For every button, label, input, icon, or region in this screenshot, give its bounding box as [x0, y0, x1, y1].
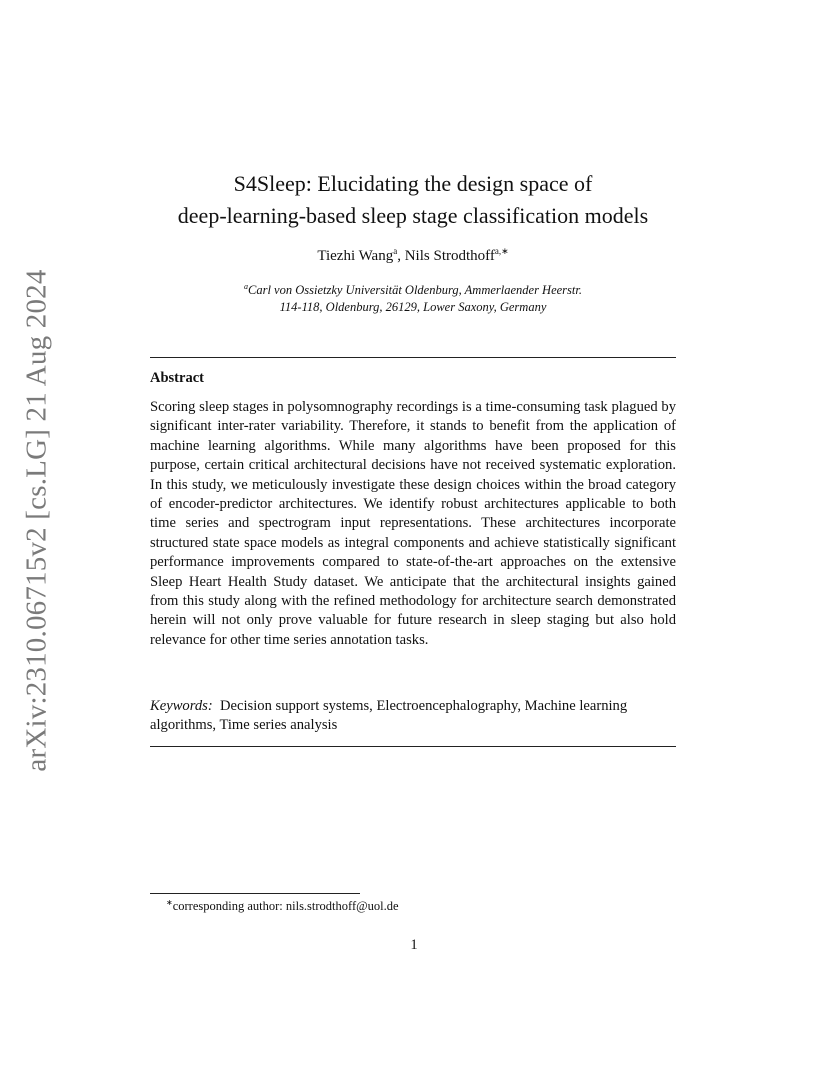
- footnote-text: corresponding author: nils.strodthoff@uol.de: [172, 899, 399, 914]
- title-line-1: S4Sleep: Elucidating the design space of: [233, 171, 593, 196]
- author-name: Nils Strodthoff: [404, 248, 495, 264]
- affiliation: [130, 278, 696, 316]
- affiliation-line-2: 114-118, Oldenburg, 26129, Lower Saxony, Germany: [279, 300, 547, 315]
- affiliation-mark: a: [244, 282, 248, 291]
- title-line-2: deep-learning-based sleep stage classification models: [177, 203, 649, 228]
- author-name: Tiezhi Wang: [317, 248, 394, 264]
- keywords-text: Decision support systems, Electroencephalography, Machine learning algorithms, Time series analysis: [150, 698, 628, 734]
- footnote-mark: ∗: [166, 898, 173, 907]
- abstract-bottom-divider: [150, 746, 676, 747]
- keywords: [150, 697, 676, 736]
- keywords-label: Keywords:: [150, 698, 213, 714]
- author-affiliation-mark: a: [393, 246, 398, 256]
- author-list: [130, 246, 696, 265]
- page-number: 1: [410, 937, 418, 953]
- arxiv-identifier-stamp: [16, 268, 58, 772]
- abstract-heading: Abstract: [150, 370, 204, 386]
- author-affiliation-mark: a,∗: [494, 246, 509, 256]
- arxiv-identifier-text: arXiv:2310.06715v2 [cs.LG] 21 Aug 2024: [20, 268, 53, 772]
- paper-title: [130, 168, 696, 232]
- affiliation-line-1: Carl von Ossietzky Universität Oldenburg, Ammerlaender Heerstr.: [248, 283, 582, 298]
- footnote: [166, 898, 399, 914]
- author-separator: ,: [397, 248, 405, 264]
- abstract-text: Scoring sleep stages in polysomnography recordings is a time-consuming task plagued by significant inter-rater variability. Therefore, it stands to benefit from the application of machine learning algorithms. While many algorithms have been proposed for this purpose, certain critical architectural decisions have not received systematic exploration. In this study, we meticulously investigate these design choices within the broad category of encoder-predictor architectures. We identify robust architectures applicable to both time series and spectrogram input representations. These architectures incorporate structured state space models as integral components and achieve statistically significant performance improvements compared to state-of-the-art approaches on the extensive Sleep Heart Health Study dataset. We anticipate that the architectural insights gained from this study along with the refined methodology for architecture search demonstrated herein will not only prove valuable for future research in sleep staging but also hold relevance for other time series annotation tasks.: [150, 399, 676, 648]
- abstract-top-divider: [150, 357, 676, 358]
- footnote-divider: [150, 893, 360, 894]
